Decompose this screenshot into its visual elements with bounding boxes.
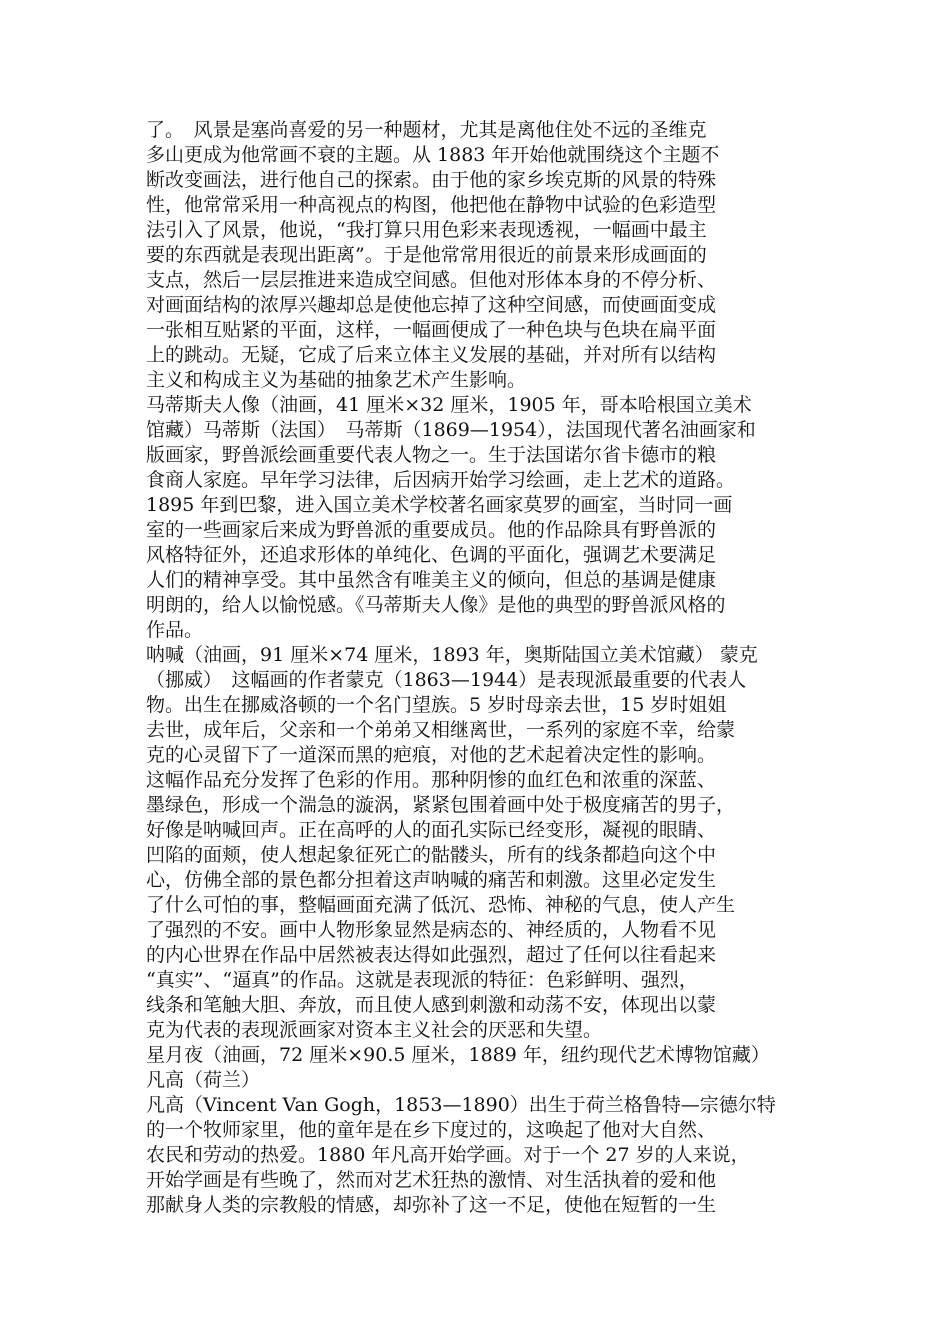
text-line: 明朗的，给人以愉悦感。《马蒂斯夫人像》是他的典型的野兽派风格的 xyxy=(146,594,726,616)
text-line: 这幅作品充分发挥了色彩的作用。那种阴惨的血红色和浓重的深蓝、 xyxy=(146,769,717,791)
text-line: 心，仿佛全部的景色都分担着这声呐喊的痛苦和刺激。这里必定发生 xyxy=(146,869,717,891)
text-line: 克为代表的表现派画家对资本主义社会的厌恶和失望。 xyxy=(146,1019,603,1041)
text-line: 凹陷的面颊，使人想起象征死亡的骷髅头，所有的线条都趋向这个中 xyxy=(146,844,717,866)
text-line: 1895 年到巴黎，进入国立美术学校著名画家莫罗的画室，当时同一画 xyxy=(146,494,733,516)
text-line: 对画面结构的浓厚兴趣却总是使他忘掉了这种空间感，而使画面变成 xyxy=(146,294,717,316)
text-line: 凡高（Vincent Van Gogh，1853—1890）出生于荷兰格鲁特—宗德尔特 xyxy=(146,1094,776,1116)
text-line: 好像是呐喊回声。正在高呼的人的面孔实际已经变形，凝视的眼睛、 xyxy=(146,819,717,841)
text-line: 马蒂斯夫人像（油画，41 厘米×32 厘米，1905 年，哥本哈根国立美术 xyxy=(146,394,752,416)
text-line: 了。 风景是塞尚喜爱的另一种题材，尤其是离他住处不远的圣维克 xyxy=(146,119,707,141)
text-line: 农民和劳动的热爱。1880 年凡高开始学画。对于一个 27 岁的人来说， xyxy=(146,1144,750,1166)
text-line: 多山更成为他常画不衰的主题。从 1883 年开始他就围绕这个主题不 xyxy=(146,144,720,166)
text-line: 物。出生在挪威洛顿的一个名门望族。5 岁时母亲去世，15 岁时姐姐 xyxy=(146,694,727,716)
text-line: 馆藏）马蒂斯（法国） 马蒂斯（1869—1954），法国现代著名油画家和 xyxy=(146,419,756,441)
text-line: 星月夜（油画，72 厘米×90.5 厘米，1889 年，纽约现代艺术博物馆藏） xyxy=(146,1044,770,1066)
text-line: 的内心世界在作品中居然被表达得如此强烈，超过了任何以往看起来 xyxy=(146,944,717,966)
text-line: 线条和笔触大胆、奔放，而且使人感到刺激和动荡不安，体现出以蒙 xyxy=(146,994,717,1016)
text-line: 食商人家庭。早年学习法律，后因病开始学习绘画，走上艺术的道路。 xyxy=(146,469,736,491)
text-line: 克的心灵留下了一道深而黑的疤痕，对他的艺术起着决定性的影响。 xyxy=(146,744,717,766)
text-line: 性，他常常采用一种高视点的构图，他把他在静物中试验的色彩造型 xyxy=(146,194,717,216)
text-line: 版画家，野兽派绘画重要代表人物之一。生于法国诺尔省卡德市的粮 xyxy=(146,444,717,466)
text-line: 上的跳动。无疑，它成了后来立体主义发展的基础，并对所有以结构 xyxy=(146,344,717,366)
text-line: 作品。 xyxy=(146,619,204,641)
text-line: 断改变画法，进行他自己的探索。由于他的家乡埃克斯的风景的特殊 xyxy=(146,169,717,191)
text-line: 了强烈的不安。画中人物形象显然是病态的、神经质的，人物看不见 xyxy=(146,919,717,941)
text-line: 墨绿色，形成一个湍急的漩涡，紧紧包围着画中处于极度痛苦的男子， xyxy=(146,794,736,816)
text-line: 呐喊（油画，91 厘米×74 厘米，1893 年，奥斯陆国立美术馆藏） 蒙克 xyxy=(146,644,758,666)
text-line: 支点，然后一层层推进来造成空间感。但他对形体本身的不停分析、 xyxy=(146,269,717,291)
text-line: 一张相互贴紧的平面，这样，一幅画便成了一种色块与色块在扁平面 xyxy=(146,319,717,341)
text-line: 开始学画是有些晚了，然而对艺术狂热的激情、对生活执着的爱和他 xyxy=(146,1169,717,1191)
text-line: 风格特征外，还追求形体的单纯化、色调的平面化，强调艺术要满足 xyxy=(146,544,717,566)
text-line: 的一个牧师家里，他的童年是在乡下度过的，这唤起了他对大自然、 xyxy=(146,1119,717,1141)
text-line: 法引入了风景，他说，“我打算只用色彩来表现透视，一幅画中最主 xyxy=(146,219,707,241)
text-line: 了什么可怕的事，整幅画面充满了低沉、恐怖、神秘的气息，使人产生 xyxy=(146,894,736,916)
text-line: 人们的精神享受。其中虽然含有唯美主义的倾向，但总的基调是健康 xyxy=(146,569,717,591)
text-line: 室的一些画家后来成为野兽派的重要成员。他的作品除具有野兽派的 xyxy=(146,519,717,541)
text-line: 去世，成年后，父亲和一个弟弟又相继离世，一系列的家庭不幸，给蒙 xyxy=(146,719,736,741)
text-line: 主义和构成主义为基础的抽象艺术产生影响。 xyxy=(146,369,527,391)
text-line: 凡高（荷兰） xyxy=(146,1069,261,1091)
document-page xyxy=(146,118,812,1218)
text-line: “真实”、“逼真”的作品。这就是表现派的特征：色彩鲜明、强烈， xyxy=(146,969,698,991)
text-line: 那献身人类的宗教般的情感，却弥补了这一不足，使他在短暂的一生 xyxy=(146,1194,717,1216)
text-line: 要的东西就是表现出距离”。于是他常常用很近的前景来形成画面的 xyxy=(146,244,707,266)
text-line: （挪威） 这幅画的作者蒙克（1863—1944）是表现派最重要的代表人 xyxy=(146,669,747,691)
